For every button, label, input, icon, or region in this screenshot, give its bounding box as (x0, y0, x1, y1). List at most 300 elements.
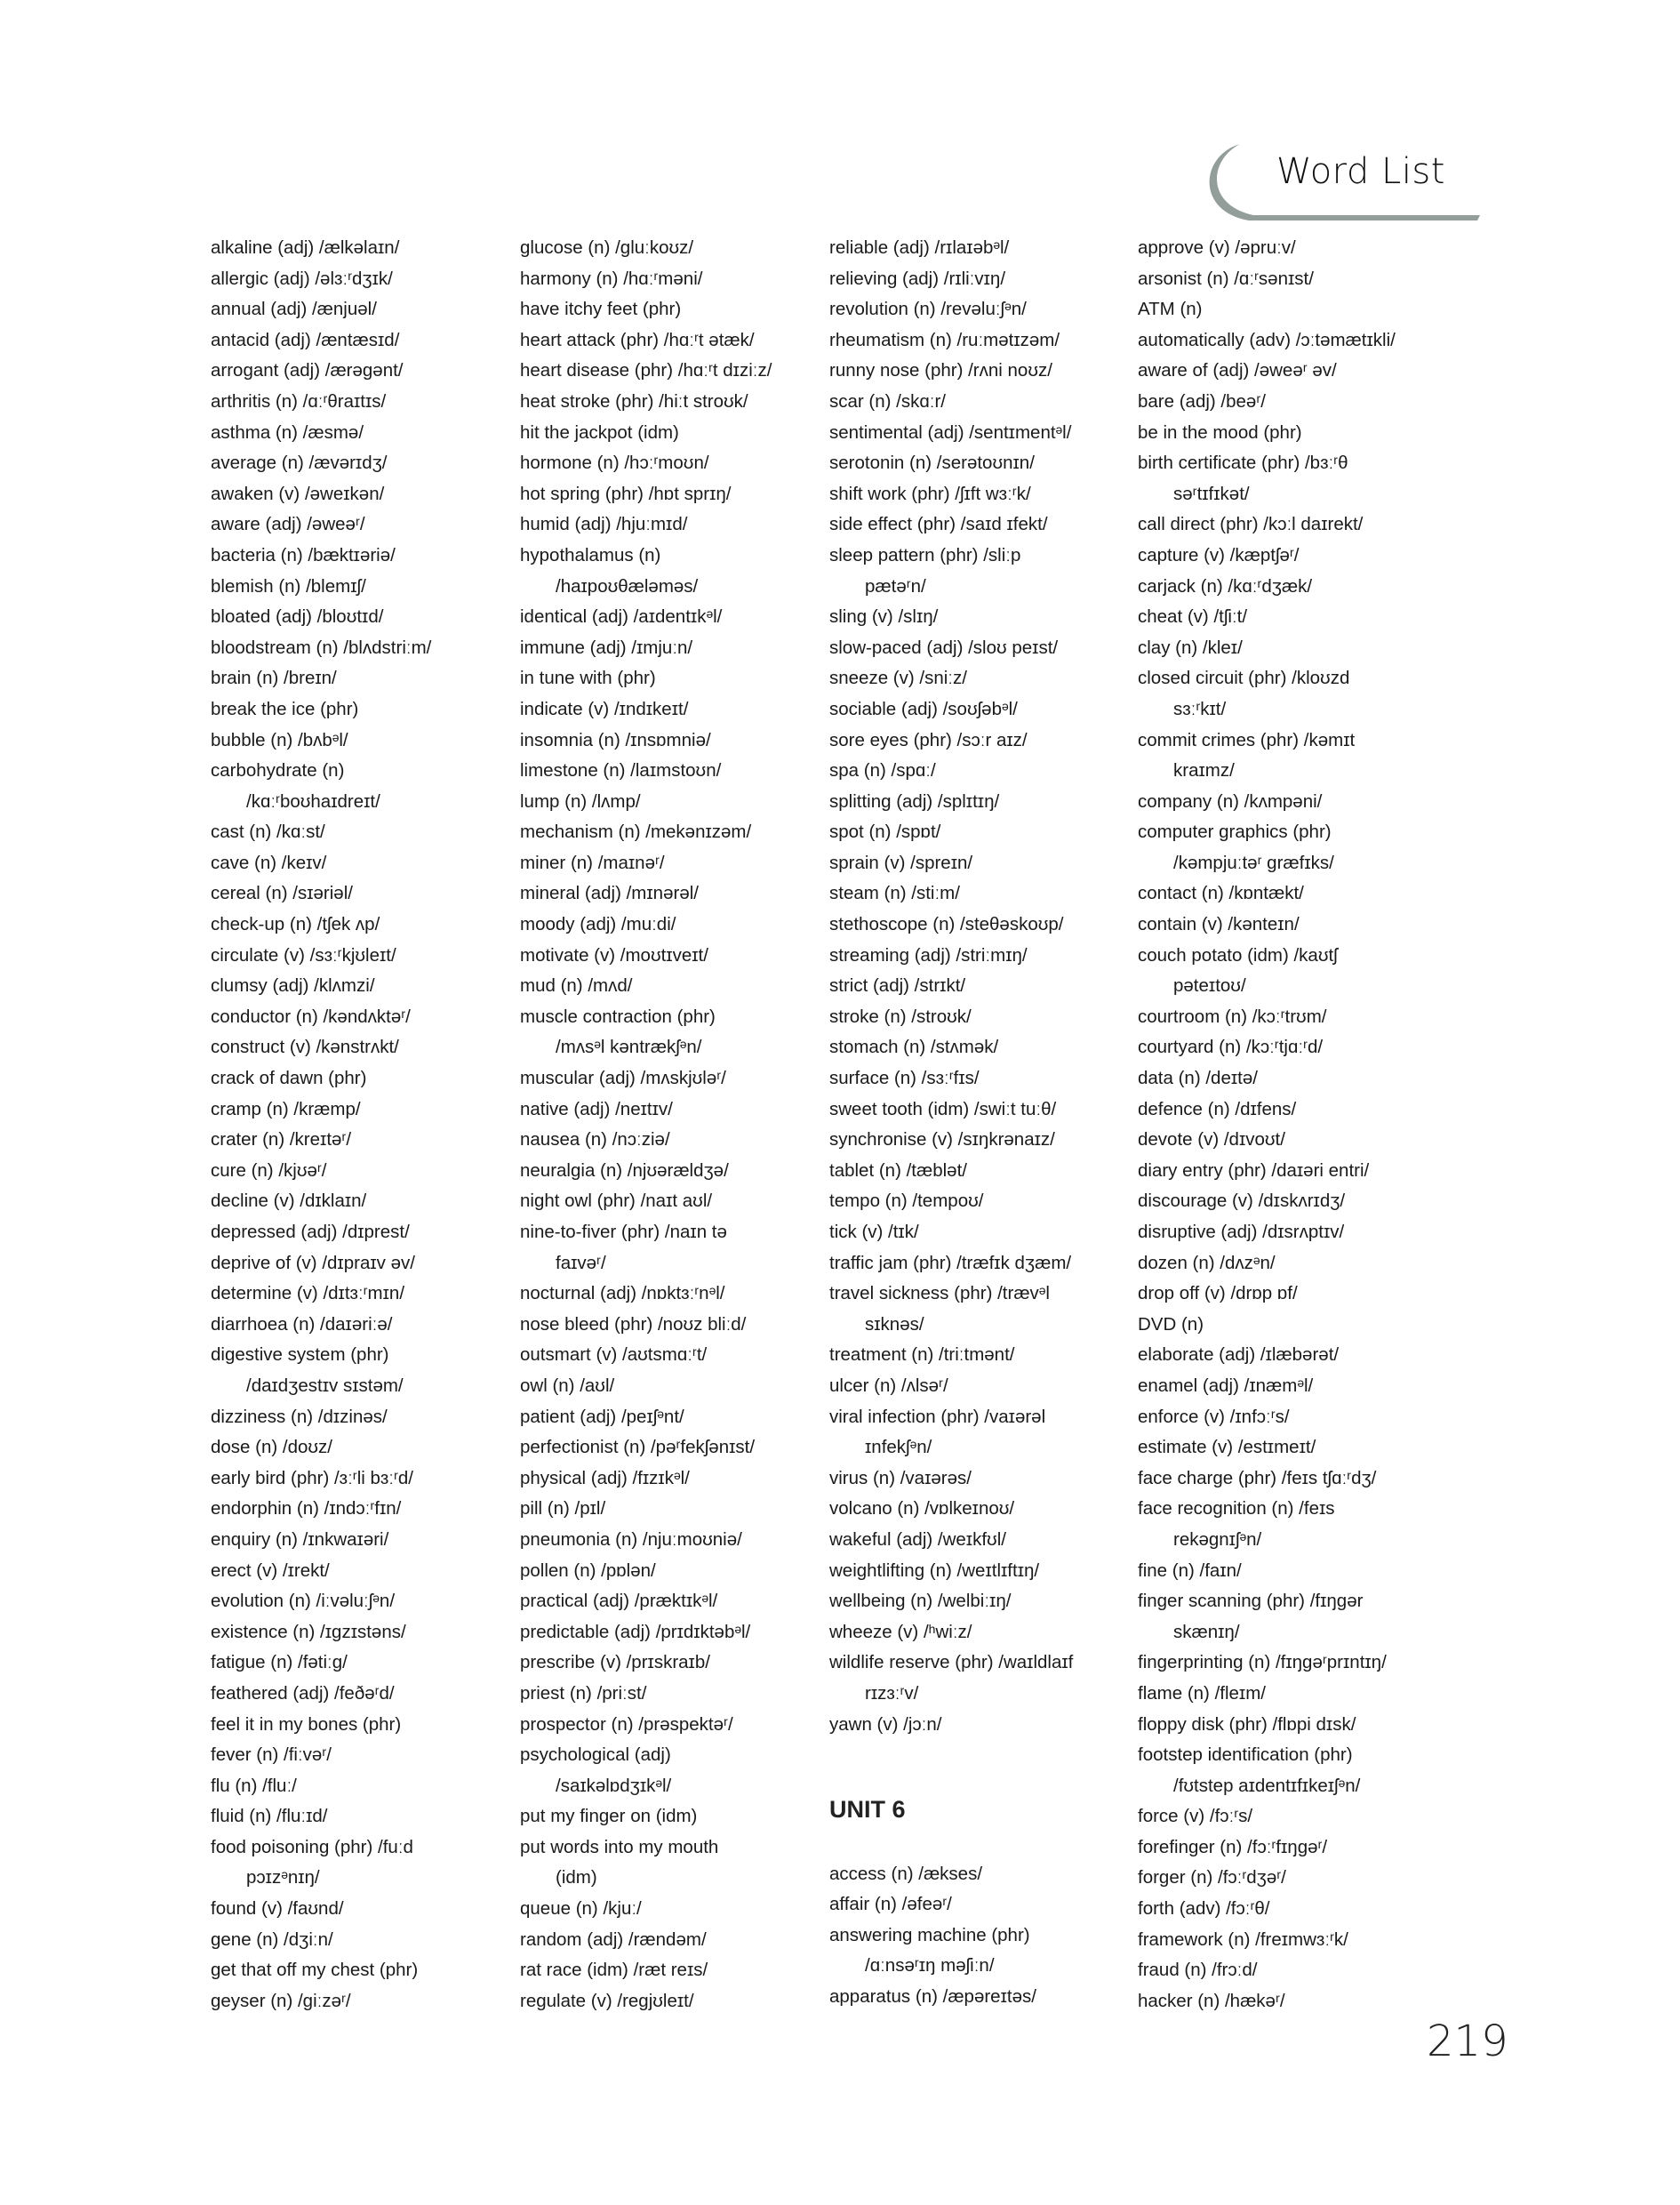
word-entry (211, 1310, 513, 1341)
word-entry (211, 848, 513, 879)
word-entry (520, 726, 822, 757)
entry-continuation: (idm) (556, 1867, 597, 1888)
entry-text: psychological (adj) (520, 1744, 671, 1766)
entry-text: forefinger (n) /fɔːʳfɪŋgəʳ/ (1138, 1836, 1328, 1857)
word-entry (520, 1310, 822, 1341)
word-entry (211, 726, 513, 757)
entry-text: motivate (v) /moʊtɪveɪt/ (520, 944, 708, 966)
entry-text: closed circuit (phr) /kloʊzd (1138, 668, 1350, 689)
entry-text: native (adj) /neɪtɪv/ (520, 1098, 673, 1119)
word-entry (520, 787, 822, 818)
entry-text: antacid (adj) /æntæsɪd/ (211, 329, 400, 350)
entry-text: dozen (n) /dʌzᵊn/ (1138, 1252, 1276, 1273)
word-entry (520, 1463, 822, 1495)
entry-text: food poisoning (phr) /fuːd (211, 1836, 413, 1857)
word-entry (829, 448, 1132, 479)
word-entry (211, 541, 513, 572)
entry-text: serotonin (n) /serətoʊnɪn/ (829, 453, 1035, 474)
word-entry (1138, 264, 1440, 295)
word-entry (520, 294, 822, 325)
entry-text: stomach (n) /stʌmək/ (829, 1037, 999, 1058)
word-entry (829, 1710, 1132, 1741)
entry-text: surface (n) /sɜːʳfɪs/ (829, 1068, 980, 1089)
word-entry (1138, 1586, 1440, 1648)
word-entry (829, 325, 1132, 357)
page-number: 219 (1427, 2017, 1508, 2066)
word-entry (829, 694, 1132, 726)
entry-text: treatment (n) /triːtmənt/ (829, 1344, 1015, 1366)
word-entry (520, 1710, 822, 1741)
entry-text: crater (n) /kreɪtəʳ/ (211, 1129, 352, 1151)
word-entry (211, 1894, 513, 1925)
word-entry (520, 1525, 822, 1556)
entry-text: hormone (n) /hɔːʳmoʊn/ (520, 453, 709, 474)
entry-text: evolution (n) /iːvəluːʃᵊn/ (211, 1591, 396, 1612)
word-entry (829, 1494, 1132, 1525)
word-entry (211, 1556, 513, 1587)
entry-text: fluid (n) /fluːɪd/ (211, 1806, 328, 1827)
entry-text: have itchy feet (phr) (520, 299, 682, 320)
entry-text: elaborate (adj) /ɪlæbərət/ (1138, 1344, 1340, 1366)
entry-text: depressed (adj) /dɪprest/ (211, 1222, 410, 1242)
entry-text: ulcer (n) /ʌlsəʳ/ (829, 1375, 948, 1396)
word-entry (211, 1955, 513, 1986)
word-entry (211, 1279, 513, 1310)
word-entry (1138, 356, 1440, 387)
word-entry (1138, 1032, 1440, 1063)
entry-text: diarrhoea (n) /daɪəriːə/ (211, 1313, 393, 1335)
entry-text: enforce (v) /ɪnfɔːʳs/ (1138, 1406, 1290, 1427)
word-entry (211, 1740, 513, 1771)
entry-text: digestive system (phr) (211, 1344, 389, 1366)
word-entry (520, 1186, 822, 1217)
entry-text: footstep identification (phr) (1138, 1744, 1353, 1766)
entry-text: patient (adj) /peɪʃᵊnt/ (520, 1406, 684, 1427)
entry-text: wakeful (adj) /weɪkfʊl/ (829, 1528, 1006, 1550)
word-entry (1138, 1740, 1440, 1801)
word-entry (520, 878, 822, 910)
entry-text: tempo (n) /tempoʊ/ (829, 1191, 984, 1212)
word-entry (211, 1617, 513, 1648)
word-entry (520, 356, 822, 387)
word-entry (829, 878, 1132, 910)
entry-text: wellbeing (n) /welbiːɪŋ/ (829, 1591, 1012, 1612)
word-entry (211, 1125, 513, 1156)
entry-text: alkaline (adj) /ælkəlaɪn/ (211, 237, 400, 258)
word-entry (829, 1859, 1132, 1890)
entry-text: rheumatism (n) /ruːmətɪzəm/ (829, 329, 1060, 350)
entry-text: stroke (n) /stroʊk/ (829, 1006, 972, 1027)
word-entry (520, 448, 822, 479)
entry-text: dizziness (n) /dɪzinəs/ (211, 1406, 388, 1427)
entry-text: conductor (n) /kəndʌktəʳ/ (211, 1006, 411, 1027)
entry-text: DVD (n) (1138, 1313, 1204, 1335)
entry-text: asthma (n) /æsmə/ (211, 421, 364, 443)
word-entry (211, 1463, 513, 1495)
entry-text: muscular (adj) /mʌskjʊləʳ/ (520, 1068, 726, 1089)
entry-text: face charge (phr) /feɪs tʃɑːʳdʒ/ (1138, 1467, 1377, 1488)
entry-continuation: skænɪŋ/ (1173, 1621, 1240, 1642)
entry-text: endorphin (n) /ɪndɔːʳfɪn/ (211, 1498, 402, 1519)
entry-text: bubble (n) /bʌbᵊl/ (211, 729, 348, 750)
word-entry (520, 1986, 822, 2017)
entry-text: devote (v) /dɪvoʊt/ (1138, 1129, 1285, 1151)
entry-text: feel it in my bones (phr) (211, 1713, 402, 1735)
entry-text: company (n) /kʌmpəni/ (1138, 790, 1323, 812)
entry-text: fever (n) /fiːvəʳ/ (211, 1744, 332, 1766)
word-entry (520, 1556, 822, 1587)
entry-text: deprive of (v) /dɪpraɪv əv/ (211, 1252, 415, 1273)
entry-text: cramp (n) /kræmp/ (211, 1098, 361, 1119)
word-entry (1138, 1648, 1440, 1679)
word-entry (829, 509, 1132, 541)
word-list-column-1 (211, 233, 513, 2017)
word-entry (829, 294, 1132, 325)
entry-text: practical (adj) /præktɪkᵊl/ (520, 1591, 718, 1612)
entry-text: limestone (n) /laɪmstoʊn/ (520, 760, 722, 782)
entry-text: answering machine (phr) (829, 1924, 1030, 1945)
entry-continuation: sɜːʳkɪt/ (1173, 698, 1227, 719)
word-entry (211, 448, 513, 479)
word-entry (520, 1432, 822, 1463)
entry-text: in tune with (phr) (520, 668, 656, 689)
entry-text: drop off (v) /drɒp ɒf/ (1138, 1283, 1298, 1304)
entry-text: contain (v) /kənteɪn/ (1138, 914, 1300, 935)
word-entry (520, 1586, 822, 1617)
entry-text: stethoscope (n) /steθəskoʊp/ (829, 914, 1064, 935)
word-entry (520, 1494, 822, 1525)
word-entry (1138, 1125, 1440, 1156)
entry-text: forth (adv) /fɔːʳθ/ (1138, 1898, 1270, 1920)
word-entry (829, 787, 1132, 818)
word-entry (1138, 1217, 1440, 1248)
entry-text: approve (v) /əpruːv/ (1138, 237, 1296, 258)
entry-text: nausea (n) /nɔːziə/ (520, 1129, 670, 1151)
word-entry (1138, 633, 1440, 664)
word-entry (211, 1832, 513, 1894)
entry-text: slow-paced (adj) /sloʊ peɪst/ (829, 637, 1059, 658)
entry-text: computer graphics (phr) (1138, 822, 1332, 843)
word-entry (829, 1889, 1132, 1920)
entry-text: pollen (n) /pɒlən/ (520, 1560, 656, 1581)
word-entry (520, 1002, 822, 1063)
word-entry (1138, 1494, 1440, 1555)
word-entry (211, 1679, 513, 1710)
entry-continuation: /saɪkəlɒdʒɪkᵊl/ (556, 1775, 672, 1796)
entry-text: ATM (n) (1138, 299, 1203, 320)
word-entry (1138, 1832, 1440, 1864)
entry-text: random (adj) /rændəm/ (520, 1928, 707, 1950)
word-entry (1138, 1094, 1440, 1126)
word-entry (211, 387, 513, 418)
entry-text: blemish (n) /blemɪʃ/ (211, 575, 366, 597)
word-entry (1138, 1863, 1440, 1894)
entry-continuation: /mʌsᵊl kəntrækʃᵊn/ (556, 1037, 702, 1058)
entry-text: glucose (n) /gluːkoʊz/ (520, 237, 694, 258)
word-entry (829, 1586, 1132, 1617)
word-entry (211, 1586, 513, 1617)
entry-text: carjack (n) /kɑːʳdʒæk/ (1138, 575, 1313, 597)
word-entry (1138, 1248, 1440, 1279)
word-entry (211, 479, 513, 510)
word-entry (1138, 1279, 1440, 1310)
word-entry (520, 387, 822, 418)
entry-text: nose bleed (phr) /noʊz bliːd/ (520, 1313, 747, 1335)
entry-text: finger scanning (phr) /fɪŋgər (1138, 1591, 1364, 1612)
word-entry (211, 572, 513, 603)
entry-text: harmony (n) /hɑːʳməni/ (520, 268, 703, 289)
word-entry (829, 1525, 1132, 1556)
word-entry (211, 756, 513, 817)
entry-text: heat stroke (phr) /hiːt stroʊk/ (520, 390, 748, 412)
entry-text: tablet (n) /tæblət/ (829, 1159, 967, 1181)
entry-text: splitting (adj) /splɪtɪŋ/ (829, 790, 1000, 812)
entry-text: crack of dawn (phr) (211, 1068, 367, 1089)
word-entry (829, 1920, 1132, 1982)
entry-text: gene (n) /dʒiːn/ (211, 1928, 333, 1950)
word-entry (1138, 1402, 1440, 1433)
entry-text: sore eyes (phr) /sɔːr aɪz/ (829, 729, 1028, 750)
word-entry (1138, 509, 1440, 541)
word-entry (829, 941, 1132, 972)
word-entry (211, 633, 513, 664)
word-entry (829, 1556, 1132, 1587)
entry-text: revolution (n) /revəluːʃᵊn/ (829, 299, 1027, 320)
word-entry (211, 971, 513, 1002)
word-entry (1138, 1340, 1440, 1371)
entry-text: strict (adj) /strɪkt/ (829, 975, 966, 997)
word-entry (520, 1402, 822, 1433)
word-entry (1138, 1371, 1440, 1402)
word-entry (211, 1432, 513, 1463)
word-entry (520, 264, 822, 295)
word-entry (829, 1463, 1132, 1495)
word-entry (1138, 1186, 1440, 1217)
word-entry (1138, 1801, 1440, 1832)
entry-text: muscle contraction (phr) (520, 1006, 716, 1027)
entry-continuation: /kɑːʳboʊhaɪdreɪt/ (246, 790, 380, 812)
entry-text: arsonist (n) /ɑːʳsənɪst/ (1138, 268, 1314, 289)
entry-text: rat race (idm) /ræt reɪs/ (520, 1960, 708, 1981)
entry-text: steam (n) /stiːm/ (829, 883, 960, 904)
entry-text: be in the mood (phr) (1138, 421, 1302, 443)
entry-text: side effect (phr) /saɪd ɪfekt/ (829, 514, 1048, 535)
word-list-column-2 (520, 233, 822, 2017)
entry-text: perfectionist (n) /pəʳfekʃənɪst/ (520, 1437, 756, 1458)
entry-text: check-up (n) /tʃek ʌp/ (211, 914, 380, 935)
unit-heading: UNIT 6 (829, 1796, 906, 1824)
entry-text: defence (n) /dɪfens/ (1138, 1098, 1297, 1119)
entry-text: wheeze (v) /ʰwiːz/ (829, 1621, 972, 1642)
word-entry (1138, 387, 1440, 418)
entry-text: apparatus (n) /æpəreɪtəs/ (829, 1986, 1036, 2008)
word-entry (211, 1217, 513, 1248)
page-title: Word List (1276, 151, 1445, 192)
word-entry (520, 971, 822, 1002)
entry-text: fraud (n) /frɔːd/ (1138, 1960, 1258, 1981)
word-entry (829, 541, 1132, 602)
entry-text: commit crimes (phr) /kəmɪt (1138, 729, 1356, 750)
word-entry (211, 1402, 513, 1433)
entry-text: capture (v) /kæptʃəʳ/ (1138, 544, 1300, 565)
entry-text: break the ice (phr) (211, 698, 359, 719)
word-entry (211, 1248, 513, 1279)
entry-text: sprain (v) /spreɪn/ (829, 852, 973, 873)
word-entry (520, 1894, 822, 1925)
entry-text: aware of (adj) /əweəʳ əv/ (1138, 360, 1337, 381)
entry-text: hacker (n) /hækəʳ/ (1138, 1990, 1285, 2011)
entry-text: viral infection (phr) /vaɪərəl (829, 1406, 1046, 1427)
entry-text: cheat (v) /tʃiːt/ (1138, 606, 1248, 628)
entry-text: birth certificate (phr) /bɜːʳθ (1138, 453, 1348, 474)
entry-text: travel sickness (phr) /trævᵊl (829, 1283, 1050, 1304)
word-entry (520, 1371, 822, 1402)
word-list-column-3 (829, 233, 1132, 2013)
entry-continuation: rɪzɜːʳv/ (865, 1682, 919, 1704)
entry-continuation: pəteɪtoʊ/ (1173, 975, 1246, 997)
word-entry (1138, 602, 1440, 633)
word-entry (829, 817, 1132, 848)
entry-text: queue (n) /kjuː/ (520, 1898, 642, 1920)
word-entry (520, 694, 822, 726)
word-entry (520, 1679, 822, 1710)
word-entry (211, 1063, 513, 1094)
word-entry (829, 1371, 1132, 1402)
entry-text: predictable (adj) /prɪdɪktəbᵊl/ (520, 1621, 751, 1642)
word-entry (1138, 294, 1440, 325)
word-entry (520, 1925, 822, 1956)
word-entry (520, 1063, 822, 1094)
entry-text: spa (n) /spɑː/ (829, 760, 936, 782)
entry-text: moody (adj) /muːdi/ (520, 914, 676, 935)
entry-text: sociable (adj) /soʊʃəbᵊl/ (829, 698, 1018, 719)
word-list-column-4 (1138, 233, 1440, 2017)
entry-text: disruptive (adj) /dɪsrʌptɪv/ (1138, 1222, 1345, 1242)
entry-text: annual (adj) /ænjuəl/ (211, 299, 377, 320)
word-entry (1138, 325, 1440, 357)
entry-text: synchronise (v) /sɪŋkrənaɪz/ (829, 1129, 1055, 1151)
word-entry (520, 479, 822, 510)
word-entry (829, 663, 1132, 694)
entry-text: flu (n) /fluː/ (211, 1775, 297, 1796)
entry-text: mineral (adj) /mɪnərəl/ (520, 883, 699, 904)
entry-text: fatigue (n) /fətiːg/ (211, 1652, 348, 1673)
entry-text: courtroom (n) /kɔːʳtrʊm/ (1138, 1006, 1327, 1027)
entry-text: circulate (v) /sɜːʳkjʊleɪt/ (211, 944, 396, 966)
entry-continuation: rekəgnɪʃᵊn/ (1173, 1528, 1262, 1550)
word-entry (520, 817, 822, 848)
word-entry (829, 1156, 1132, 1187)
entry-text: fingerprinting (n) /fɪŋgəʳprɪntɪŋ/ (1138, 1652, 1387, 1673)
word-entry (211, 602, 513, 633)
entry-text: awaken (v) /əweɪkən/ (211, 483, 385, 504)
entry-text: found (v) /faʊnd/ (211, 1898, 344, 1920)
entry-text: wildlife reserve (phr) /waɪldlaɪf (829, 1652, 1074, 1673)
entry-text: feathered (adj) /feðəʳd/ (211, 1682, 395, 1704)
entry-text: erect (v) /ɪrekt/ (211, 1560, 330, 1581)
word-entry (211, 294, 513, 325)
word-entry (1138, 233, 1440, 264)
word-entry (211, 1186, 513, 1217)
entry-text: enamel (adj) /ɪnæmᵊl/ (1138, 1375, 1314, 1396)
word-entry (829, 971, 1132, 1002)
word-entry (829, 1002, 1132, 1033)
entry-text: priest (n) /priːst/ (520, 1682, 647, 1704)
word-entry (520, 910, 822, 941)
word-entry (211, 1925, 513, 1956)
entry-text: affair (n) /əfeəʳ/ (829, 1894, 952, 1915)
word-entry (829, 356, 1132, 387)
entry-text: owl (n) /aʊl/ (520, 1375, 615, 1396)
entry-text: dose (n) /doʊz/ (211, 1437, 332, 1458)
entry-continuation: faɪvəʳ/ (556, 1252, 606, 1273)
entry-text: automatically (adv) /ɔːtəmætɪkli/ (1138, 329, 1396, 350)
word-entry (520, 848, 822, 879)
word-entry (211, 1771, 513, 1802)
word-entry (211, 1494, 513, 1525)
entry-text: force (v) /fɔːʳs/ (1138, 1806, 1253, 1827)
entry-text: decline (v) /dɪklaɪn/ (211, 1191, 367, 1212)
word-entry (1138, 1679, 1440, 1710)
word-entry (1138, 1955, 1440, 1986)
entry-text: cereal (n) /sɪəriəl/ (211, 883, 353, 904)
entry-text: bloated (adj) /bloʊtɪd/ (211, 606, 384, 628)
word-entry (520, 663, 822, 694)
entry-text: arthritis (n) /ɑːʳθraɪtɪs/ (211, 390, 387, 412)
entry-text: yawn (v) /jɔːn/ (829, 1713, 942, 1735)
word-entry (211, 325, 513, 357)
word-entry (520, 1340, 822, 1371)
word-entry (829, 1648, 1132, 1709)
word-entry (829, 1982, 1132, 2013)
word-entry (211, 1032, 513, 1063)
word-entry (211, 941, 513, 972)
word-entry (1138, 572, 1440, 603)
word-entry (520, 1156, 822, 1187)
word-entry (829, 418, 1132, 449)
word-entry (829, 1279, 1132, 1340)
entry-text: determine (v) /dɪtɜːʳmɪn/ (211, 1283, 405, 1304)
entry-text: call direct (phr) /kɔːl daɪrekt/ (1138, 514, 1364, 535)
entry-text: prospector (n) /prəspektəʳ/ (520, 1713, 733, 1735)
entry-text: outsmart (v) /aʊtsmɑːʳt/ (520, 1344, 708, 1366)
word-entry (520, 325, 822, 357)
entry-text: data (n) /deɪtə/ (1138, 1068, 1258, 1089)
word-entry (1138, 1710, 1440, 1741)
word-entry (211, 910, 513, 941)
entry-text: reliable (adj) /rɪlaɪəbᵊl/ (829, 237, 1010, 258)
entry-text: runny nose (phr) /rʌni noʊz/ (829, 360, 1052, 381)
word-entry (520, 1125, 822, 1156)
word-entry (1138, 1925, 1440, 1956)
entry-text: bloodstream (n) /blʌdstriːm/ (211, 637, 432, 658)
entry-text: contact (n) /kɒntækt/ (1138, 883, 1304, 904)
entry-text: hypothalamus (n) (520, 544, 661, 565)
word-entry (829, 1402, 1132, 1463)
word-entry (829, 264, 1132, 295)
word-entry (1138, 1986, 1440, 2017)
entry-text: lump (n) /lʌmp/ (520, 790, 641, 812)
word-entry (1138, 878, 1440, 910)
word-entry (520, 1617, 822, 1648)
word-entry (211, 1094, 513, 1126)
word-entry (520, 1217, 822, 1279)
entry-text: hot spring (phr) /hɒt sprɪŋ/ (520, 483, 732, 504)
entry-text: nine-to-fiver (phr) /naɪn tə (520, 1222, 727, 1242)
word-entry (520, 941, 822, 972)
entry-text: prescribe (v) /prɪskraɪb/ (520, 1652, 710, 1673)
word-entry (520, 1740, 822, 1801)
